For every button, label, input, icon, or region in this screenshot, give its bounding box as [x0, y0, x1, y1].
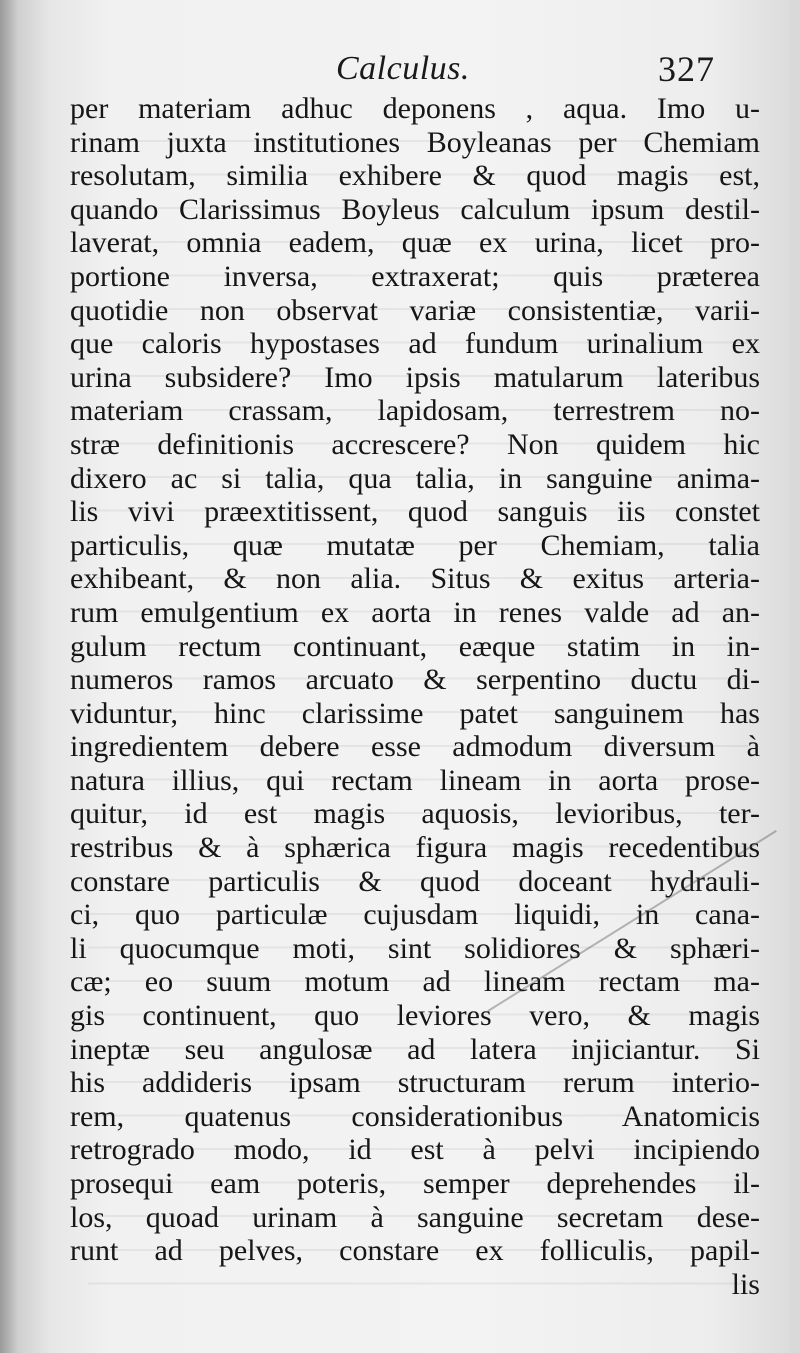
page-gutter-shadow	[0, 0, 18, 1353]
text-line: rinam juxta institutiones Boyleanas per Chemiam	[70, 125, 760, 159]
text-line: que caloris hypostases ad fundum urinalium ex	[70, 327, 760, 361]
text-line: laverat, omnia eadem, quæ ex urina, licet pro-	[70, 226, 760, 260]
text-line: gis continuent, quo leviores vero, & magis	[70, 999, 760, 1033]
text-line: ci, quo particulæ cujusdam liquidi, in cana-	[70, 898, 760, 932]
text-line: dixero ac si talia, qua talia, in sanguine anima-	[70, 461, 760, 495]
page-header	[18, 40, 790, 100]
text-line: li quocumque moti, sint solidiores & sphæri-	[70, 931, 760, 965]
text-line: retrogrado modo, id est à pelvi incipiendo	[70, 1133, 760, 1167]
text-line: ineptæ seu angulosæ ad latera injiciantur. Si	[70, 1032, 760, 1066]
text-line: rem, quatenus considerationibus Anatomicis	[70, 1099, 760, 1133]
text-line: viduntur, hinc clarissime patet sanguinem has	[70, 696, 760, 730]
body-text	[70, 92, 760, 1301]
text-line: cæ; eo suum motum ad lineam rectam ma-	[70, 965, 760, 999]
text-line: ingredientem debere esse admodum diversum à	[70, 730, 760, 764]
running-head: Calculus.	[336, 50, 470, 87]
text-line: prosequi eam poteris, semper deprehendes il-	[70, 1167, 760, 1200]
text-line: portione inversa, extraxerat; quis præterea	[70, 259, 760, 293]
text-line: natura illius, qui rectam lineam in aorta prose-	[70, 763, 760, 797]
text-line: his addideris ipsam structuram rerum interio-	[70, 1066, 760, 1100]
text-line: particulis, quæ mutatæ per Chemiam, talia	[70, 528, 760, 562]
text-line: gulum rectum continuant, eæque statim in in-	[70, 629, 760, 663]
book-page	[18, 0, 790, 1353]
text-line: numeros ramos arcuato & serpentino ductu di-	[70, 663, 760, 697]
text-line: rum emulgentium ex aorta in renes valde ad an-	[70, 595, 760, 629]
text-line: materiam crassam, lapidosam, terrestrem no-	[70, 394, 760, 428]
text-line: constare particulis & quod doceant hydrauli-	[70, 864, 760, 898]
text-line: runt ad pelves, constare ex folliculis, papil-	[70, 1234, 760, 1268]
text-line: stræ definitionis accrescere? Non quidem hic	[70, 427, 760, 461]
text-line: per materiam adhuc deponens , aqua. Imo u-	[70, 92, 760, 125]
page-number: 327	[658, 49, 715, 89]
text-line: quando Clarissimus Boyleus calculum ipsum destil-	[70, 192, 760, 226]
catchword: lis	[731, 1267, 760, 1301]
text-line: resolutam, similia exhibere & quod magis est,	[70, 159, 760, 193]
text-line: lis vivi præextitissent, quod sanguis iis constet	[70, 495, 760, 529]
text-line: restribus & à sphærica figura magis recedentibus	[70, 831, 760, 865]
text-line: los, quoad urinam à sanguine secretam dese-	[70, 1200, 760, 1234]
text-line: quitur, id est magis aquosis, levioribus, ter-	[70, 797, 760, 831]
text-line: exhibeant, & non alia. Situs & exitus arteria-	[70, 562, 760, 596]
text-line: urina subsidere? Imo ipsis matularum lateribus	[70, 360, 760, 394]
text-line: quotidie non observat variæ consistentiæ, varii-	[70, 293, 760, 327]
